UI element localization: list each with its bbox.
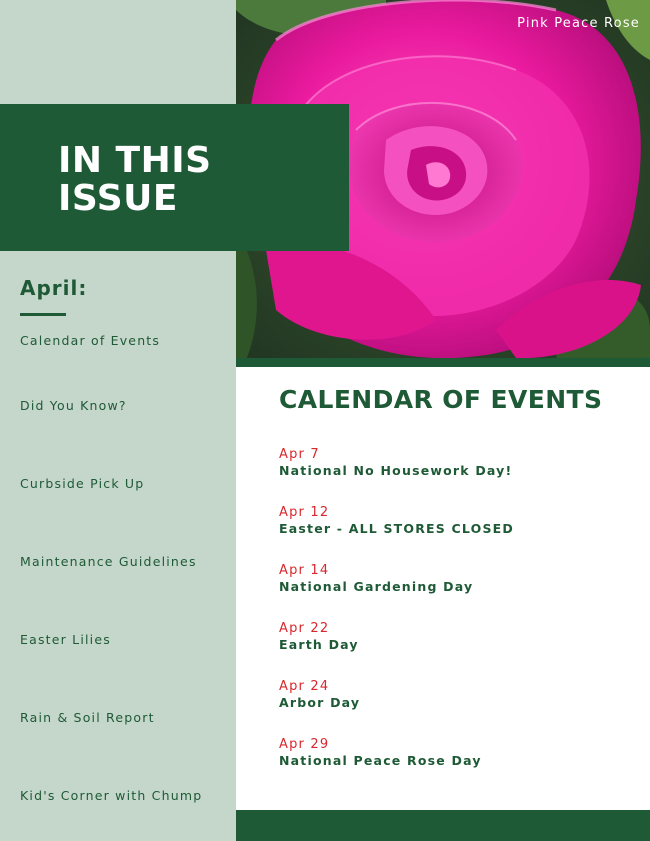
event-name: National No Housework Day! [279,463,513,478]
issue-heading: IN THIS ISSUE [58,140,212,219]
event-item [279,737,639,769]
toc-item-curbside-pick-up[interactable]: Curbside Pick Up [20,476,145,491]
in-this-issue-banner [0,104,349,251]
event-name: Arbor Day [279,695,361,710]
event-item [279,505,639,537]
event-item [279,563,639,595]
event-item [279,621,639,653]
event-date: Apr 14 [279,563,330,578]
toc-item-easter-lilies[interactable]: Easter Lilies [20,632,111,647]
event-name: Easter - ALL STORES CLOSED [279,521,514,536]
event-date: Apr 24 [279,679,330,694]
photo-caption: Pink Peace Rose [517,16,640,31]
hero-divider-band [236,358,650,367]
toc-item-rain-soil-report[interactable]: Rain & Soil Report [20,710,155,725]
toc-item-kids-corner[interactable]: Kid's Corner with Chump [20,788,203,803]
event-name: National Gardening Day [279,579,474,594]
event-date: Apr 22 [279,621,330,636]
toc-item-did-you-know[interactable]: Did You Know? [20,398,127,413]
calendar-title: CALENDAR OF EVENTS [279,385,603,414]
event-name: National Peace Rose Day [279,753,482,768]
event-item [279,679,639,711]
event-date: Apr 29 [279,737,330,752]
toc-item-calendar-of-events[interactable]: Calendar of Events [20,333,161,348]
month-divider [20,313,66,316]
toc-item-maintenance-guidelines[interactable]: Maintenance Guidelines [20,554,197,569]
event-date: Apr 12 [279,505,330,520]
footer-band [236,810,650,841]
month-label: April: [20,276,88,300]
event-item [279,447,639,479]
event-name: Earth Day [279,637,359,652]
event-date: Apr 7 [279,447,320,462]
